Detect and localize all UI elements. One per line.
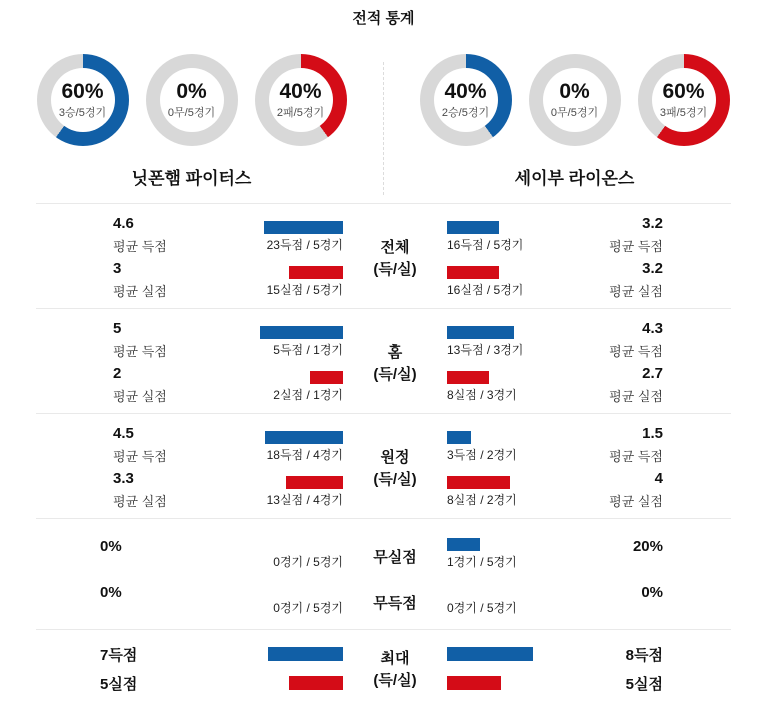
left-team-donuts	[0, 54, 383, 146]
conceded-bar	[289, 266, 343, 279]
stat-line-conceded	[113, 471, 343, 510]
scored-bar	[447, 326, 514, 339]
avg-scored-block	[609, 426, 663, 465]
avg-scored-label: 평균 득점	[113, 239, 167, 254]
avg-conceded-block	[113, 366, 167, 405]
panel-title: 전적 통계	[352, 10, 415, 27]
stat-line-scored	[447, 426, 663, 465]
conceded-bar-block	[447, 261, 523, 300]
no-scored-bar-block	[447, 579, 517, 625]
max-conceded-value: 5실점	[625, 675, 663, 693]
right-team-name: 세이부 라이온스	[514, 169, 635, 188]
stat-line-conceded	[447, 366, 663, 405]
section-label-top: 홈	[387, 344, 403, 361]
section-overall	[0, 204, 767, 308]
conceded-bar-block	[447, 471, 517, 510]
scored-bar	[264, 221, 343, 234]
section-label-top: 전체	[380, 239, 410, 256]
avg-conceded-block	[609, 471, 663, 510]
max-scored-line	[100, 646, 343, 662]
scored-bar-caption: 5득점 / 1경기	[273, 343, 343, 357]
avg-scored-block	[609, 321, 663, 360]
stat-line-scored	[447, 321, 663, 360]
section-label-bottom: (득/실)	[373, 366, 417, 383]
win-percent: 40%	[444, 79, 487, 103]
away-left-stats	[0, 426, 343, 518]
draw-percent: 0%	[176, 79, 207, 103]
conceded-bar-caption: 13실점 / 4경기	[266, 493, 343, 507]
stat-line-conceded	[113, 366, 343, 405]
avg-conceded-label: 평균 실점	[609, 284, 663, 299]
conceded-bar-block	[447, 366, 517, 405]
max-scored-bar	[447, 647, 533, 661]
overall-left-stats	[0, 216, 343, 308]
win-games: 2승/5경기	[441, 106, 490, 119]
shutout-section-labels	[343, 533, 447, 629]
left-team-name: 닛폰햄 파이터스	[131, 169, 252, 188]
right-team-donuts	[383, 54, 766, 146]
conceded-bar-caption: 15실점 / 5경기	[266, 283, 343, 297]
loss-games: 2패/5경기	[276, 106, 325, 119]
scored-bar-caption: 3득점 / 2경기	[447, 448, 517, 462]
stat-line-conceded	[447, 261, 663, 300]
avg-scored-value: 5	[113, 320, 122, 337]
dashed-divider	[383, 62, 384, 195]
conceded-bar	[447, 476, 510, 489]
donut-center	[160, 68, 224, 132]
conceded-bar-caption: 2실점 / 1경기	[273, 388, 343, 402]
loss-games: 3패/5경기	[659, 106, 708, 119]
max-right-stats	[447, 642, 767, 714]
home-right-stats	[447, 321, 767, 413]
avg-conceded-label: 평균 실점	[609, 494, 663, 509]
draw-percent: 0%	[559, 79, 590, 103]
conceded-bar	[286, 476, 343, 489]
avg-conceded-label: 평균 실점	[113, 284, 167, 299]
stat-line-scored	[113, 321, 343, 360]
max-scored-value: 8득점	[625, 646, 663, 664]
donut-center	[434, 68, 498, 132]
avg-scored-label: 평균 득점	[113, 344, 167, 359]
max-conceded-line	[100, 675, 343, 691]
stat-line-scored	[447, 216, 663, 255]
right-draw-donut	[529, 54, 621, 146]
section-max	[0, 630, 767, 714]
stat-line-scored	[113, 426, 343, 465]
no-conceded-bar	[447, 538, 480, 551]
no-conceded-line	[100, 533, 343, 579]
overall-section-label	[343, 216, 447, 308]
stat-line-scored	[113, 216, 343, 255]
draw-games: 0무/5경기	[167, 106, 216, 119]
win-percent: 60%	[61, 79, 104, 103]
max-scored-value: 7득점	[100, 646, 138, 664]
max-scored-line	[447, 646, 663, 662]
conceded-bar-caption: 16실점 / 5경기	[447, 283, 524, 297]
left-win-donut	[37, 54, 129, 146]
overall-right-stats	[447, 216, 767, 308]
avg-conceded-value: 4	[654, 470, 663, 487]
home-section-label	[343, 321, 447, 413]
donut-center	[51, 68, 115, 132]
win-rate-header	[0, 54, 767, 203]
avg-scored-value: 4.3	[642, 320, 663, 337]
stat-line-conceded	[113, 261, 343, 300]
scored-bar-block	[260, 321, 343, 360]
no-scored-line	[100, 579, 343, 625]
conceded-bar-block	[273, 366, 343, 405]
conceded-bar-block	[267, 471, 343, 510]
draw-games: 0무/5경기	[550, 106, 599, 119]
section-label-bottom: (득/실)	[373, 672, 417, 689]
no-conceded-bar-block	[447, 533, 517, 579]
scored-bar	[447, 221, 499, 234]
conceded-bar-caption: 8실점 / 2경기	[447, 493, 517, 507]
away-section-label	[343, 426, 447, 518]
conceded-bar-caption: 8실점 / 3경기	[447, 388, 517, 402]
no-scored-caption: 0경기 / 5경기	[447, 601, 517, 615]
no-conceded-percent: 20%	[632, 538, 663, 555]
avg-scored-value: 4.5	[113, 425, 134, 442]
avg-scored-label: 평균 득점	[113, 449, 167, 464]
avg-conceded-block	[113, 471, 167, 510]
conceded-bar	[447, 371, 489, 384]
section-home	[0, 309, 767, 413]
scored-bar-block	[447, 426, 517, 465]
scored-bar-block	[447, 321, 523, 360]
conceded-bar	[447, 266, 499, 279]
conceded-bar	[310, 371, 343, 384]
left-draw-donut	[146, 54, 238, 146]
left-loss-donut	[255, 54, 347, 146]
avg-conceded-block	[609, 261, 663, 300]
loss-percent: 60%	[662, 79, 705, 103]
avg-scored-value: 3.2	[642, 215, 663, 232]
shutout-right-stats	[447, 533, 767, 629]
avg-conceded-label: 평균 실점	[609, 389, 663, 404]
no-conceded-percent: 0%	[100, 538, 122, 555]
avg-scored-label: 평균 득점	[609, 239, 663, 254]
section-label-bottom: (득/실)	[373, 471, 417, 488]
donut-center	[543, 68, 607, 132]
section-shutout	[0, 519, 767, 629]
max-conceded-line	[447, 675, 663, 691]
scored-bar	[265, 431, 343, 444]
no-conceded-label: 무실점	[373, 548, 417, 566]
right-loss-donut	[638, 54, 730, 146]
conceded-bar-block	[267, 261, 343, 300]
home-left-stats	[0, 321, 343, 413]
right-win-donut	[420, 54, 512, 146]
no-conceded-caption: 0경기 / 5경기	[273, 555, 343, 569]
max-scored-bar	[268, 647, 343, 661]
avg-conceded-block	[113, 261, 167, 300]
max-section-label	[343, 642, 447, 714]
section-away	[0, 414, 767, 518]
donut-center	[652, 68, 716, 132]
avg-conceded-value: 3.2	[642, 260, 663, 277]
donut-center	[269, 68, 333, 132]
no-scored-bar-block	[273, 579, 343, 625]
avg-conceded-label: 평균 실점	[113, 389, 167, 404]
max-conceded-value: 5실점	[100, 675, 138, 693]
max-conceded-bar	[447, 676, 501, 690]
section-label-top: 최대	[380, 650, 410, 667]
scored-bar-block	[447, 216, 523, 255]
no-scored-caption: 0경기 / 5경기	[273, 601, 343, 615]
no-scored-line	[447, 579, 663, 625]
scored-bar-caption: 13득점 / 3경기	[447, 343, 524, 357]
win-games: 3승/5경기	[58, 106, 107, 119]
avg-scored-value: 4.6	[113, 215, 134, 232]
avg-conceded-label: 평균 실점	[113, 494, 167, 509]
avg-scored-label: 평균 득점	[609, 344, 663, 359]
avg-scored-label: 평균 득점	[609, 449, 663, 464]
loss-percent: 40%	[279, 79, 322, 103]
avg-conceded-value: 2.7	[642, 365, 663, 382]
scored-bar-caption: 18득점 / 4경기	[266, 448, 343, 462]
scored-bar	[260, 326, 343, 339]
scored-bar-caption: 16득점 / 5경기	[447, 238, 524, 252]
section-label-bottom: (득/실)	[373, 261, 417, 278]
no-conceded-caption: 1경기 / 5경기	[447, 555, 517, 569]
no-scored-label: 무득점	[373, 594, 417, 612]
avg-conceded-value: 2	[113, 365, 122, 382]
max-left-stats	[0, 642, 343, 714]
no-scored-percent: 0%	[641, 584, 663, 601]
avg-scored-value: 1.5	[642, 425, 663, 442]
avg-conceded-value: 3.3	[113, 470, 134, 487]
shutout-left-stats	[0, 533, 343, 629]
no-conceded-line	[447, 533, 663, 579]
away-right-stats	[447, 426, 767, 518]
max-conceded-bar	[289, 676, 343, 690]
scored-bar-block	[265, 426, 343, 465]
scored-bar	[447, 431, 471, 444]
scored-bar-block	[264, 216, 343, 255]
stat-line-conceded	[447, 471, 663, 510]
avg-conceded-value: 3	[113, 260, 122, 277]
avg-scored-block	[113, 216, 167, 255]
no-scored-percent: 0%	[100, 584, 122, 601]
avg-scored-block	[609, 216, 663, 255]
no-conceded-bar-block	[273, 533, 343, 579]
avg-scored-block	[113, 426, 167, 465]
scored-bar-caption: 23득점 / 5경기	[266, 238, 343, 252]
avg-conceded-block	[609, 366, 663, 405]
avg-scored-block	[113, 321, 167, 360]
section-label-top: 원정	[380, 449, 410, 466]
